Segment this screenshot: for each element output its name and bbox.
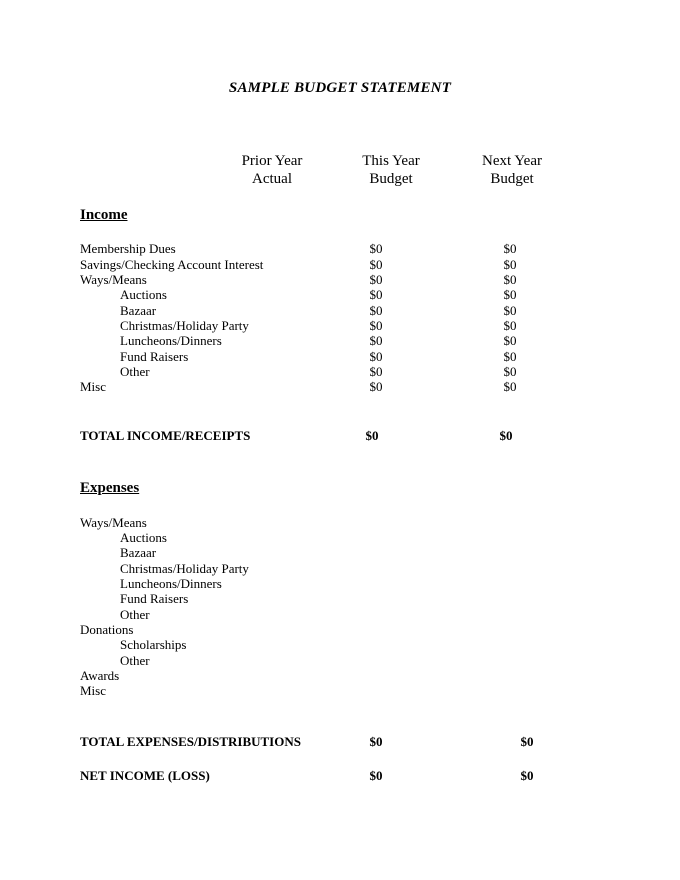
expense-row-label: Other	[120, 607, 150, 622]
income-row-next-year: $0	[503, 364, 517, 379]
income-row-label: Christmas/Holiday Party	[120, 318, 249, 333]
total-expenses-this-year: $0	[369, 734, 383, 749]
income-row-next-year: $0	[503, 272, 517, 287]
income-row-label: Auctions	[120, 287, 167, 302]
income-row-next-year: $0	[503, 349, 517, 364]
income-row-label: Misc	[80, 379, 106, 394]
income-row-this-year: $0	[369, 333, 383, 348]
income-row-next-year: $0	[503, 318, 517, 333]
income-row-label: Bazaar	[120, 303, 157, 318]
net-income-label: NET INCOME (LOSS)	[80, 768, 210, 783]
income-row-this-year: $0	[369, 379, 383, 394]
expense-row-label: Fund Raisers	[120, 591, 189, 606]
income-row-this-year: $0	[369, 303, 383, 318]
total-income-label: TOTAL INCOME/RECEIPTS	[80, 428, 251, 443]
expense-row-label: Donations	[80, 622, 134, 637]
income-row-next-year: $0	[503, 333, 517, 348]
income-row-this-year: $0	[369, 287, 383, 302]
column-header-line2: Actual	[252, 171, 292, 187]
expense-row-label: Christmas/Holiday Party	[120, 561, 249, 576]
income-row-next-year: $0	[503, 241, 517, 256]
income-row-next-year: $0	[503, 379, 517, 394]
total-income-this-year: $0	[365, 428, 379, 443]
column-header-next-year	[462, 152, 562, 188]
expense-row-label: Other	[120, 653, 150, 668]
column-header-line1: Prior Year	[241, 153, 303, 169]
net-income-next-year: $0	[520, 768, 534, 783]
column-header-line2: Budget	[369, 171, 413, 187]
income-row-label: Luncheons/Dinners	[120, 333, 222, 348]
expense-row-label: Scholarships	[120, 637, 187, 652]
total-income-next-year: $0	[499, 428, 513, 443]
expense-row-label: Misc	[80, 683, 106, 698]
column-header-line2: Budget	[490, 171, 534, 187]
income-row-label: Membership Dues	[80, 241, 176, 256]
income-row-this-year: $0	[369, 364, 383, 379]
expense-row-label: Ways/Means	[80, 515, 147, 530]
income-heading: Income	[80, 207, 128, 223]
expense-row-label: Bazaar	[120, 545, 157, 560]
total-expenses-next-year: $0	[520, 734, 534, 749]
income-row-label: Other	[120, 364, 150, 379]
income-row-label: Ways/Means	[80, 272, 147, 287]
expense-row-label: Luncheons/Dinners	[120, 576, 222, 591]
income-row-next-year: $0	[503, 257, 517, 272]
total-expenses-label: TOTAL EXPENSES/DISTRIBUTIONS	[80, 734, 301, 749]
column-header-prior-year	[222, 152, 322, 188]
income-row-this-year: $0	[369, 257, 383, 272]
income-row-this-year: $0	[369, 272, 383, 287]
income-row-next-year: $0	[503, 303, 517, 318]
income-row-this-year: $0	[369, 349, 383, 364]
page-title: SAMPLE BUDGET STATEMENT	[228, 80, 452, 96]
net-income-this-year: $0	[369, 768, 383, 783]
income-row-this-year: $0	[369, 318, 383, 333]
expenses-heading: Expenses	[80, 480, 140, 496]
column-header-line1: This Year	[362, 153, 420, 169]
income-row-next-year: $0	[503, 287, 517, 302]
income-row-label: Fund Raisers	[120, 349, 189, 364]
column-header-this-year	[341, 152, 441, 188]
expense-row-label: Auctions	[120, 530, 167, 545]
income-row-this-year: $0	[369, 241, 383, 256]
column-header-line1: Next Year	[482, 153, 542, 169]
income-row-label: Savings/Checking Account Interest	[80, 257, 264, 272]
expense-row-label: Awards	[80, 668, 120, 683]
